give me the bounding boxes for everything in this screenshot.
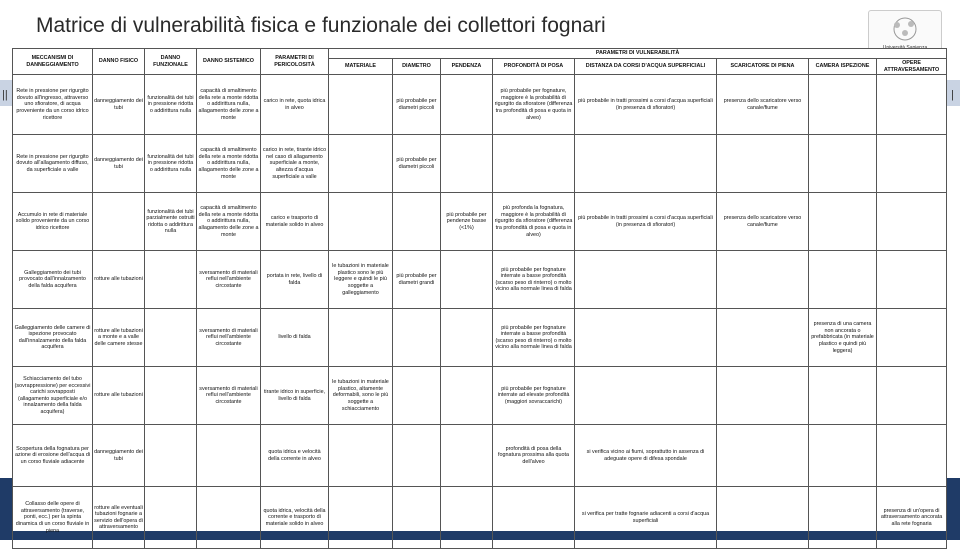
cell-profondita: più probabile per fognature interrate a basse profondità (scarso peso di rinterro) o molto vicino alla normale linea di falda <box>493 251 575 309</box>
cell-parametri-pericolosita: carico in rete, tirante idrico nel caso di allagamento superficiale a monte, altezza d'acqua superficiale a valle <box>261 135 329 193</box>
cell-camera: presenza di una camera non ancorata o prefabbricata (in materiale plastico e quindi più leggera) <box>809 309 877 367</box>
header-pendenza: PENDENZA <box>441 59 493 75</box>
cell-diametro: più probabile per diametri piccoli <box>393 75 441 135</box>
cell-parametri-pericolosita: tirante idrico in superficie, livello di falda <box>261 367 329 425</box>
cell-scaricatori <box>717 425 809 487</box>
vulnerability-table <box>12 48 947 549</box>
header-scaricatori: SCARICATORE DI PIENA <box>717 59 809 75</box>
cell-pendenza <box>441 251 493 309</box>
cell-danno-sistemico <box>197 487 261 549</box>
cell-camera <box>809 367 877 425</box>
cell-parametri-pericolosita: carico e trasporto di materiale solido in alveo <box>261 193 329 251</box>
cell-distanza: si verifica vicino ai fiumi, soprattutto in assenza di adeguate opere di difesa spondale <box>575 425 717 487</box>
cell-opere <box>877 135 947 193</box>
cell-camera <box>809 193 877 251</box>
cell-danno-fisico: danneggiamento dei tubi <box>93 75 145 135</box>
cell-distanza: più probabile in tratti prossimi a corsi d'acqua superficiali (in presenza di sfioratori) <box>575 75 717 135</box>
cell-profondita: più probabile per fognature interrate a basse profondità (scarso peso di rinterro) o molto vicino alla normale linea di falda <box>493 309 575 367</box>
cell-materiale <box>329 75 393 135</box>
header-danno-fisico: DANNO FISICO <box>93 49 145 75</box>
cell-camera <box>809 75 877 135</box>
cell-opere <box>877 75 947 135</box>
slide-title: Matrice di vulnerabilità fisica e funzionale dei collettori fognari <box>36 14 606 37</box>
cell-pendenza <box>441 487 493 549</box>
cell-distanza: più probabile in tratti prossimi a corsi d'acqua superficiali (in presenza di sfioratori) <box>575 193 717 251</box>
cell-scaricatori <box>717 367 809 425</box>
cell-diametro <box>393 367 441 425</box>
cell-opere <box>877 309 947 367</box>
left-marker: || <box>2 89 8 101</box>
cell-parametri-pericolosita: quota idrica, velocità della corrente e trasporto di materiale solido in alveo <box>261 487 329 549</box>
cell-scaricatori: presenza dello scaricatore verso canale/fiume <box>717 75 809 135</box>
cell-parametri-pericolosita: livello di falda <box>261 309 329 367</box>
cell-profondita: più probabile per fognature, maggiore è la probabilità di rigurgito da sfioratore (differenza tra profondità di posa e quota in alveo) <box>493 75 575 135</box>
cell-diametro <box>393 487 441 549</box>
cell-distanza: si verifica per tratte fognarie adiacenti a corsi d'acqua superficiali <box>575 487 717 549</box>
cell-opere <box>877 367 947 425</box>
cell-scaricatori: presenza dello scaricatore verso canale/fiume <box>717 193 809 251</box>
cell-distanza <box>575 367 717 425</box>
cell-scaricatori <box>717 487 809 549</box>
cell-camera <box>809 425 877 487</box>
cell-parametri-pericolosita: carico in rete, quota idrica in alveo <box>261 75 329 135</box>
cell-danno-funzionale: funzionalità dei tubi in pressione ridotta o addirittura nulla <box>145 135 197 193</box>
cell-danno-sistemico: capacità di smaltimento della rete a monte ridotta o addirittura nulla, allagamento delle zone a monte <box>197 135 261 193</box>
header-camera: CAMERA ISPEZIONE <box>809 59 877 75</box>
cell-scaricatori <box>717 251 809 309</box>
cell-danno-funzionale <box>145 367 197 425</box>
cell-parametri-pericolosita: quota idrica e velocità della corrente in alveo <box>261 425 329 487</box>
cell-danno-fisico: rotture alle tubazioni <box>93 251 145 309</box>
cell-parametri-pericolosita: portata in rete, livello di falda <box>261 251 329 309</box>
cell-meccanismo: Rete in pressione per rigurgito dovuto all'allagamento diffuso, da superficiale a valle <box>13 135 93 193</box>
header-parametri-pericolosita: PARAMETRI DI PERICOLOSITÀ <box>261 49 329 75</box>
header-diametro: DIAMETRO <box>393 59 441 75</box>
cell-materiale <box>329 425 393 487</box>
header-parametri-vulnerabilita: PARAMETRI DI VULNERABILITÀ <box>329 49 947 59</box>
cell-danno-funzionale: funzionalità dei tubi in pressione ridotta o addirittura nulla <box>145 75 197 135</box>
cell-danno-fisico: rotture alle eventuali tubazioni fognarie a servizio dell'opera di attraversamento <box>93 487 145 549</box>
cell-scaricatori <box>717 309 809 367</box>
table-row <box>13 75 947 135</box>
cell-meccanismo: Accumulo in rete di materiale solido proveniente da un corso idrico ricettore <box>13 193 93 251</box>
cell-materiale: le tubazioni in materiale plastico sono le più leggere e quindi le più soggette a galleggiamento <box>329 251 393 309</box>
header-materiale: MATERIALE <box>329 59 393 75</box>
table-row <box>13 487 947 549</box>
cell-danno-sistemico: capacità di smaltimento della rete a monte ridotta o addirittura nulla, allagamento delle zone a monte <box>197 75 261 135</box>
cell-meccanismo: Galleggiamento delle camere di ispezione provocato dall'innalzamento della falda acquifera <box>13 309 93 367</box>
cell-pendenza <box>441 135 493 193</box>
cell-materiale <box>329 487 393 549</box>
header-opere: OPERE ATTRAVERSAMENTO <box>877 59 947 75</box>
cell-profondita <box>493 135 575 193</box>
table-row <box>13 367 947 425</box>
cell-danno-fisico: danneggiamento dei tubi <box>93 135 145 193</box>
table-row <box>13 135 947 193</box>
cell-profondita <box>493 487 575 549</box>
cell-materiale <box>329 193 393 251</box>
cell-danno-funzionale <box>145 425 197 487</box>
cell-scaricatori <box>717 135 809 193</box>
cell-profondita: più probabile per fognature interrate ad elevate profondità (maggiori sovraccarichi) <box>493 367 575 425</box>
cell-profondita: più profonda la fognatura, maggiore è la probabilità di rigurgito da sfioratore (differenza tra profondità di posa e quota in alveo) <box>493 193 575 251</box>
cell-danno-sistemico: sversamento di materiali reflui nell'ambiente circostante <box>197 251 261 309</box>
table-row <box>13 309 947 367</box>
cell-distanza <box>575 309 717 367</box>
cell-pendenza <box>441 309 493 367</box>
cell-meccanismo: Schiacciamento del tubo (sovrappressione) per eccessivi carichi sovrapposti (allagamento superficiale e/o innalzamento della falda acquifera) <box>13 367 93 425</box>
header-profondita: PROFONDITÀ DI POSA <box>493 59 575 75</box>
cell-camera <box>809 251 877 309</box>
cell-materiale <box>329 309 393 367</box>
cell-diametro <box>393 193 441 251</box>
cell-opere: presenza di un'opera di attraversamento ancorata alla rete fognaria <box>877 487 947 549</box>
cell-pendenza <box>441 75 493 135</box>
cell-camera <box>809 135 877 193</box>
cell-meccanismo: Collasso delle opere di attraversamento (traverse, ponti, ecc.) per la spinta dinamica di un corso fluviale in piena <box>13 487 93 549</box>
header-row-1 <box>13 49 947 59</box>
cell-meccanismo: Scopertura della fognatura per azione di erosione dell'acqua di un corso fluviale adiacente <box>13 425 93 487</box>
logo-emblem-icon <box>877 15 933 43</box>
cell-opere <box>877 425 947 487</box>
cell-danno-sistemico: capacità di smaltimento della rete a monte ridotta o addirittura nulla, allagamento delle zone a monte <box>197 193 261 251</box>
cell-danno-sistemico <box>197 425 261 487</box>
cell-distanza <box>575 135 717 193</box>
header-meccanismi: MECCANISMI DI DANNEGGIAMENTO <box>13 49 93 75</box>
table-row <box>13 251 947 309</box>
cell-pendenza: più probabile per pendenze basse (<1%) <box>441 193 493 251</box>
cell-danno-fisico <box>93 193 145 251</box>
cell-danno-funzionale: funzionalità dei tubi parzialmente ostruiti ridotta o addirittura nulla <box>145 193 197 251</box>
cell-camera <box>809 487 877 549</box>
table-row <box>13 425 947 487</box>
cell-danno-funzionale <box>145 487 197 549</box>
cell-danno-fisico: danneggiamento dei tubi <box>93 425 145 487</box>
header-distanza: DISTANZA DA CORSI D'ACQUA SUPERFICIALI <box>575 59 717 75</box>
vulnerability-matrix <box>12 48 946 534</box>
right-marker: | <box>951 89 954 101</box>
header-danno-sistemico: DANNO SISTEMICO <box>197 49 261 75</box>
cell-diametro <box>393 309 441 367</box>
cell-danno-sistemico: sversamento di materiali reflui nell'ambiente circostante <box>197 309 261 367</box>
cell-diametro: più probabile per diametri piccoli <box>393 135 441 193</box>
cell-danno-funzionale <box>145 309 197 367</box>
cell-danno-sistemico: sversamento di materiali reflui nell'ambiente circostante <box>197 367 261 425</box>
cell-danno-fisico: rotture alle tubazioni <box>93 367 145 425</box>
cell-materiale <box>329 135 393 193</box>
cell-danno-fisico: rotture alle tubazioni a monte e a valle delle camere stesse <box>93 309 145 367</box>
cell-pendenza <box>441 367 493 425</box>
cell-opere <box>877 251 947 309</box>
cell-meccanismo: Rete in pressione per rigurgito dovuto all'ingresso, attraverso uno sfioratore, di acqua proveniente da un corso idrico ricettore <box>13 75 93 135</box>
cell-profondita: profondità di posa della fognatura prossima alla quota dell'alveo <box>493 425 575 487</box>
cell-meccanismo: Galleggiamento dei tubi provocato dall'innalzamento della falda acquifera <box>13 251 93 309</box>
cell-pendenza <box>441 425 493 487</box>
cell-opere <box>877 193 947 251</box>
cell-materiale: le tubazioni in materiale plastico, altamente deformabili, sono le più soggette a schiacciamento <box>329 367 393 425</box>
header-danno-funzionale: DANNO FUNZIONALE <box>145 49 197 75</box>
table-row <box>13 193 947 251</box>
cell-diametro <box>393 425 441 487</box>
cell-distanza <box>575 251 717 309</box>
cell-danno-funzionale <box>145 251 197 309</box>
cell-diametro: più probabile per diametri grandi <box>393 251 441 309</box>
